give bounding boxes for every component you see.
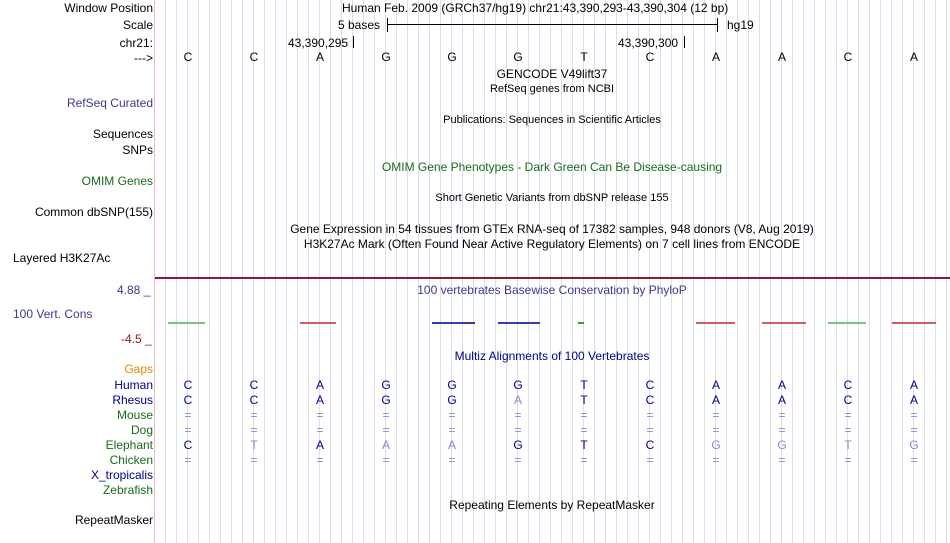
- alignment-base: =: [514, 408, 522, 422]
- grid-line: [374, 0, 375, 543]
- base-letter: C: [843, 50, 853, 64]
- alignment-base: =: [646, 423, 654, 437]
- grid-line: [209, 0, 210, 543]
- multiz-track-title[interactable]: Multiz Alignments of 100 Vertebrates: [454, 349, 650, 363]
- alignment-base: G: [447, 378, 457, 392]
- scale-right-tick: [717, 18, 718, 32]
- grid-line: [880, 0, 881, 543]
- h3k27-track-title[interactable]: H3K27Ac Mark (Often Found Near Active Regulatory Elements) on 7 cell lines from ENCODE: [303, 237, 801, 251]
- grid-line: [891, 0, 892, 543]
- grid-line: [176, 0, 177, 543]
- grid-line: [275, 0, 276, 543]
- coord-left: 43,390,295: [288, 36, 349, 50]
- base-letter: C: [183, 50, 193, 64]
- grid-line: [726, 0, 727, 543]
- grid-line: [704, 0, 705, 543]
- grid-line: [396, 0, 397, 543]
- alignment-base: G: [513, 378, 523, 392]
- alignment-base: T: [250, 438, 258, 452]
- gtex-track-title[interactable]: Gene Expression in 54 tissues from GTEx RNA-seq of 17382 samples, 948 donors (V8, Aug 2019): [290, 222, 814, 236]
- alignment-base: G: [777, 438, 787, 452]
- alignment-base: C: [183, 378, 193, 392]
- grid-line: [330, 0, 331, 543]
- grid-line: [231, 0, 232, 543]
- scale-label: Scale: [122, 18, 153, 32]
- grid-line: [935, 0, 936, 543]
- alignment-base: C: [183, 438, 193, 452]
- alignment-base: =: [448, 453, 456, 467]
- alignment-base: =: [580, 453, 588, 467]
- grid-line: [418, 0, 419, 543]
- alignment-base: =: [514, 453, 522, 467]
- base-letter: G: [513, 50, 523, 64]
- conservation-mark: [892, 322, 936, 324]
- alignment-base: C: [249, 378, 259, 392]
- alignment-base: G: [447, 393, 457, 407]
- cons-min-value: -4.5 _: [121, 332, 152, 346]
- species-label[interactable]: Elephant: [105, 438, 153, 452]
- omim-track-title[interactable]: OMIM Gene Phenotypes - Dark Green Can Be Disease-causing: [381, 160, 723, 174]
- grid-line: [869, 0, 870, 543]
- alignment-base: =: [382, 408, 390, 422]
- alignment-base: =: [316, 453, 324, 467]
- grid-line: [473, 0, 474, 543]
- alignment-base: =: [250, 453, 258, 467]
- alignment-base: =: [646, 453, 654, 467]
- alignment-base: =: [382, 453, 390, 467]
- conservation-mark: [762, 322, 806, 324]
- species-label[interactable]: Chicken: [109, 453, 153, 467]
- alignment-base: =: [184, 408, 192, 422]
- grid-line: [902, 0, 903, 543]
- alignment-base: A: [381, 438, 390, 452]
- species-label[interactable]: Mouse: [116, 408, 153, 422]
- chrom-label: chr21:: [119, 36, 153, 50]
- alignment-base: =: [184, 423, 192, 437]
- alignment-base: =: [910, 453, 918, 467]
- grid-line: [682, 0, 683, 543]
- grid-line: [693, 0, 694, 543]
- alignment-base: T: [580, 393, 588, 407]
- alignment-base: =: [844, 453, 852, 467]
- alignment-base: G: [381, 393, 391, 407]
- assembly-label: hg19: [727, 18, 754, 32]
- conservation-mark: [498, 322, 540, 324]
- alignment-base: =: [910, 423, 918, 437]
- alignment-base: =: [316, 423, 324, 437]
- alignment-base: C: [843, 393, 853, 407]
- grid-line: [616, 0, 617, 543]
- window-position-text: Human Feb. 2009 (GRCh37/hg19) chr21:43,390,293-43,390,304 (12 bp): [342, 1, 729, 15]
- alignment-base: C: [645, 378, 655, 392]
- grid-line: [825, 0, 826, 543]
- alignment-base: G: [909, 438, 919, 452]
- gaps-label: Gaps: [124, 362, 153, 376]
- grid-line: [462, 0, 463, 543]
- grid-line: [946, 0, 947, 543]
- grid-line: [220, 0, 221, 543]
- grid-line: [803, 0, 804, 543]
- conservation-mark: [578, 322, 584, 324]
- alignment-base: C: [183, 393, 193, 407]
- dbsnp-track-label[interactable]: Common dbSNP(155): [34, 205, 153, 219]
- base-letter: A: [711, 50, 720, 64]
- refseq-track-label[interactable]: RefSeq Curated: [66, 96, 153, 110]
- conservation-mark: [300, 322, 336, 324]
- grid-line: [770, 0, 771, 543]
- base-letter: G: [381, 50, 391, 64]
- grid-line: [242, 0, 243, 543]
- base-letter: A: [315, 50, 324, 64]
- conservation-mark: [168, 322, 205, 324]
- cons-max-value: 4.88 _: [117, 283, 151, 297]
- alignment-base: C: [249, 393, 259, 407]
- grid-line: [671, 0, 672, 543]
- alignment-base: A: [315, 393, 324, 407]
- grid-line: [759, 0, 760, 543]
- species-label[interactable]: Human: [114, 378, 153, 392]
- base-letter: T: [580, 50, 588, 64]
- publications-track-title[interactable]: Publications: Sequences in Scientific Articles: [443, 114, 661, 126]
- alignment-base: =: [778, 453, 786, 467]
- grid-line: [924, 0, 925, 543]
- grid-line: [814, 0, 815, 543]
- base-letter: G: [447, 50, 457, 64]
- alignment-base: C: [645, 393, 655, 407]
- alignment-base: T: [580, 438, 588, 452]
- alignment-base: =: [250, 423, 258, 437]
- base-letter: A: [909, 50, 918, 64]
- scale-text: 5 bases: [338, 18, 381, 32]
- alignment-base: G: [711, 438, 721, 452]
- alignment-base: A: [711, 378, 720, 392]
- alignment-base: =: [580, 423, 588, 437]
- alignment-base: =: [778, 423, 786, 437]
- grid-line: [836, 0, 837, 543]
- grid-line: [660, 0, 661, 543]
- alignment-base: =: [712, 453, 720, 467]
- track-divider: [155, 277, 950, 279]
- grid-line: [737, 0, 738, 543]
- alignment-base: G: [513, 438, 523, 452]
- alignment-base: =: [712, 408, 720, 422]
- grid-line: [341, 0, 342, 543]
- alignment-base: =: [580, 408, 588, 422]
- grid-line: [308, 0, 309, 543]
- omim-track-label[interactable]: OMIM Genes: [81, 174, 153, 188]
- scale-left-tick: [387, 18, 388, 32]
- repeatmasker-track-label[interactable]: RepeatMasker: [74, 513, 153, 527]
- alignment-base: A: [909, 378, 918, 392]
- grid-line: [407, 0, 408, 543]
- alignment-base: =: [646, 408, 654, 422]
- alignment-base: =: [712, 423, 720, 437]
- alignment-base: C: [843, 378, 853, 392]
- alignment-base: A: [315, 378, 324, 392]
- alignment-base: =: [910, 408, 918, 422]
- strand-label: --->: [134, 51, 153, 65]
- grid-line: [638, 0, 639, 543]
- alignment-base: A: [315, 438, 324, 452]
- grid-line: [792, 0, 793, 543]
- scale-bar: [387, 24, 718, 25]
- alignment-base: A: [447, 438, 456, 452]
- alignment-base: =: [250, 408, 258, 422]
- grid-line: [627, 0, 628, 543]
- coord-right: 43,390,300: [618, 36, 679, 50]
- conservation-mark: [432, 322, 475, 324]
- grid-line: [429, 0, 430, 543]
- alignment-base: =: [844, 408, 852, 422]
- refseq-track-title[interactable]: RefSeq genes from NCBI: [489, 83, 615, 95]
- conservation-mark: [828, 322, 866, 324]
- cons-track-label[interactable]: 100 Vert. Cons: [13, 307, 93, 321]
- alignment-base: C: [645, 438, 655, 452]
- grid-line: [286, 0, 287, 543]
- grid-line: [363, 0, 364, 543]
- grid-line: [858, 0, 859, 543]
- base-letter: C: [249, 50, 259, 64]
- coord-left-tick: [353, 36, 354, 48]
- grid-line: [264, 0, 265, 543]
- alignment-base: T: [844, 438, 852, 452]
- species-label[interactable]: Dog: [130, 423, 153, 437]
- grid-line: [352, 0, 353, 543]
- phylop-track-title[interactable]: 100 vertebrates Basewise Conservation by PhyloP: [417, 283, 687, 297]
- alignment-base: T: [580, 378, 588, 392]
- alignment-base: =: [448, 408, 456, 422]
- species-label[interactable]: Rhesus: [112, 393, 153, 407]
- gencode-track-title[interactable]: GENCODE V49lift37: [496, 67, 608, 81]
- alignment-base: A: [513, 393, 522, 407]
- alignment-base: =: [514, 423, 522, 437]
- alignment-base: A: [777, 378, 786, 392]
- conservation-mark: [696, 322, 735, 324]
- sequences-track-label[interactable]: Sequences: [92, 127, 153, 141]
- alignment-base: =: [844, 423, 852, 437]
- alignment-base: =: [382, 423, 390, 437]
- species-label[interactable]: Zebrafish: [102, 483, 153, 497]
- grid-line: [484, 0, 485, 543]
- alignment-base: =: [778, 408, 786, 422]
- snps-track-label[interactable]: SNPs: [122, 143, 153, 157]
- repeatmasker-track-title[interactable]: Repeating Elements by RepeatMasker: [449, 498, 655, 512]
- dbsnp-track-title[interactable]: Short Genetic Variants from dbSNP release 155: [435, 192, 669, 204]
- base-letter: C: [645, 50, 655, 64]
- grid-line: [748, 0, 749, 543]
- alignment-base: G: [381, 378, 391, 392]
- alignment-base: A: [909, 393, 918, 407]
- window-position-label: Window Position: [64, 1, 153, 15]
- base-letter: A: [777, 50, 786, 64]
- alignment-base: A: [777, 393, 786, 407]
- grid-line: [198, 0, 199, 543]
- alignment-base: =: [316, 408, 324, 422]
- h3k27-track-label[interactable]: Layered H3K27Ac: [13, 251, 111, 265]
- grid-line: [440, 0, 441, 543]
- grid-line: [165, 0, 166, 543]
- alignment-base: A: [711, 393, 720, 407]
- alignment-base: =: [448, 423, 456, 437]
- coord-right-tick: [684, 36, 685, 48]
- grid-line: [297, 0, 298, 543]
- alignment-base: =: [184, 453, 192, 467]
- species-label[interactable]: X_tropicalis: [90, 468, 153, 482]
